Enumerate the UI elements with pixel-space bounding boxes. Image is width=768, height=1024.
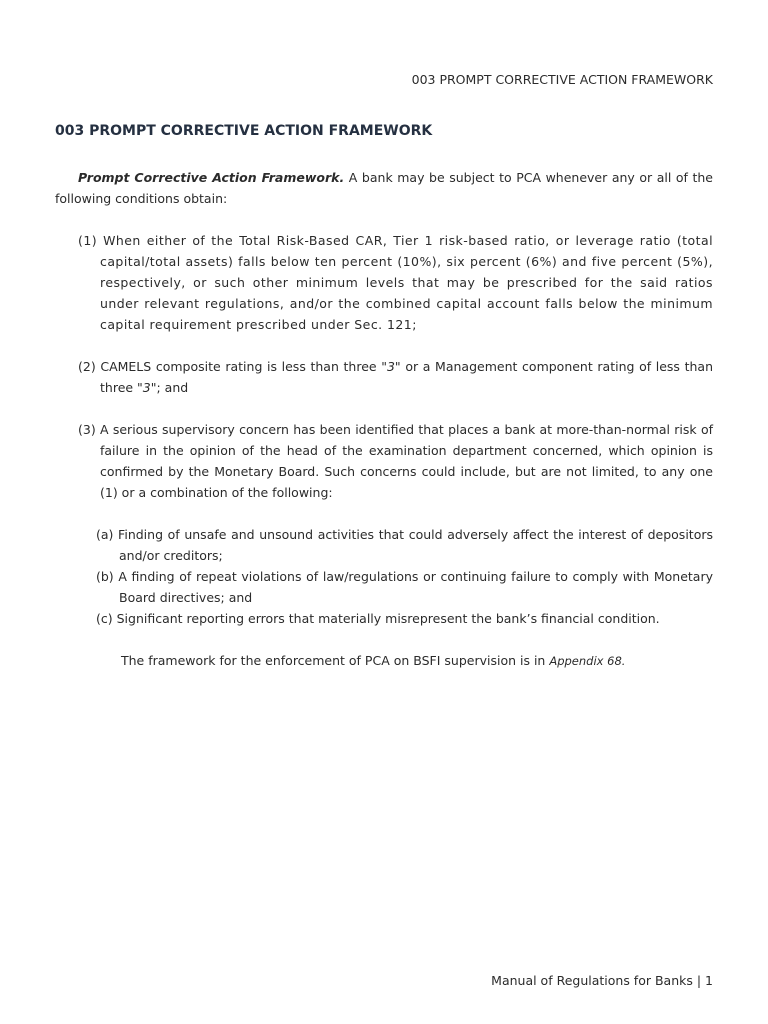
intro-text: A bank may be subject to PCA whenever any or all of the following conditions obtain:: [55, 170, 713, 206]
condition-3: (3) A serious supervisory concern has been identified that places a bank at more-than-normal risk of failure in the opinion of the head of the examination department concerned, which opinion is confirmed by the Monetary Board. Such concerns could include, but are not limited, to any one (1) or a combination of the following:: [78, 422, 713, 500]
appendix-reference: Appendix 68.: [549, 654, 626, 668]
page-footer: Manual of Regulations for Banks | 1: [491, 973, 713, 988]
closing-paragraph: [121, 650, 713, 672]
section-title: 003 PROMPT CORRECTIVE ACTION FRAMEWORK: [55, 123, 433, 139]
condition-2-part2: or a Management component rating of less than three: [100, 359, 713, 395]
condition-2-part1: (2) CAMELS composite rating is less than three: [78, 359, 382, 374]
condition-2: [78, 356, 713, 398]
running-header: 003 PROMPT CORRECTIVE ACTION FRAMEWORK: [411, 72, 713, 87]
body-text: [55, 167, 713, 672]
closing-text: The framework for the enforcement of PCA on BSFI supervision is in: [121, 653, 550, 668]
condition-1: (1) When either of the Total Risk-Based CAR, Tier 1 risk-based ratio, or leverage ratio (total capital/total assets) falls below ten percent (10%), six percent (6%) and five percent (5%), respectively, or such other minimum levels that may be prescribed for the said ratios under relevant regulations, and/or the combined capital account falls below the minimum capital requirement prescribed under Sec. 121;: [78, 233, 713, 332]
condition-2-rating-2: "3": [137, 380, 157, 395]
condition-2-rating-1: "3": [381, 359, 401, 374]
condition-2-part3: ; and: [156, 380, 189, 395]
intro-lead: Prompt Corrective Action Framework.: [78, 170, 345, 185]
sub-item-a: (a) Finding of unsafe and unsound activities that could adversely affect the interest of depositors and/or creditors;: [96, 527, 713, 563]
sub-item-c: (c) Significant reporting errors that materially misrepresent the bank’s financial condition.: [96, 611, 660, 626]
intro-paragraph: [55, 167, 713, 209]
sub-list: [96, 524, 713, 629]
sub-item-b: (b) A finding of repeat violations of law/regulations or continuing failure to comply with Monetary Board directives; and: [96, 569, 713, 605]
